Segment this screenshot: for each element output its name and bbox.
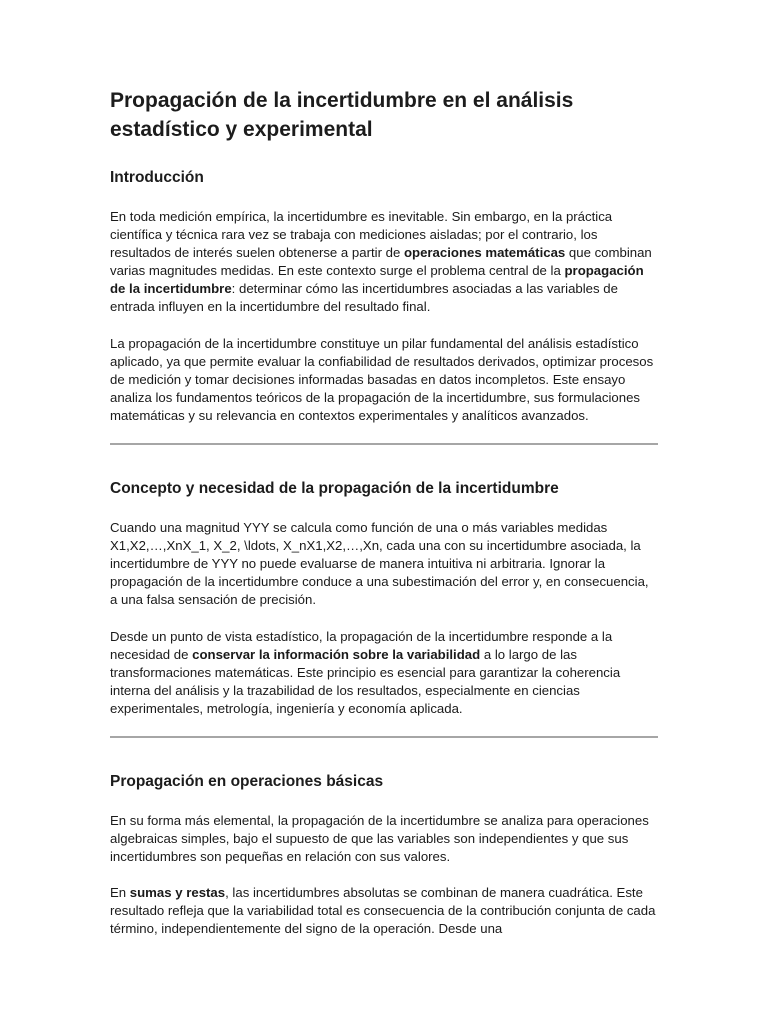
- paragraph: Cuando una magnitud YYY se calcula como función de una o más variables medidas X1,X2,…,XnX_1, X_2, \ldots, X_nX1,X2,…,Xn, cada una con su incertidumbre asociada, la incertidumbre de YYY no puede evaluarse de manera intuitiva ni arbitraria. Ignorar la propagación de la incertidumbre conduce a una subestimación del error y, en consecuencia, a una falsa sensación de precisión.: [110, 520, 649, 608]
- document-title: Propagación de la incertidumbre en el análisis estadístico y experimental: [110, 89, 574, 141]
- section-heading: Concepto y necesidad de la propagación de la incertidumbre: [110, 480, 559, 498]
- paragraph: En sumas y restas, las incertidumbres absolutas se combinan de manera cuadrática. Este resultado refleja que la variabilidad total es consecuencia de la contribución conjunta de cada término, independientemente del signo de la operación. Desde una: [110, 885, 656, 937]
- document-page: [110, 86, 658, 957]
- section-concepto: [110, 479, 658, 718]
- section-heading: Introducción: [110, 169, 204, 186]
- paragraph: La propagación de la incertidumbre constituye un pilar fundamental del análisis estadístico aplicado, ya que permite evaluar la confiabilidad de resultados derivados, optimizar procesos de medición y tomar decisiones informadas basadas en datos incompletos. Este ensayo analiza los fundamentos teóricos de la propagación de la incertidumbre, sus formulaciones matemáticas y su relevancia en contextos experimentales y analíticos avanzados.: [110, 335, 654, 423]
- emphasis-text: sumas y restas: [129, 885, 226, 901]
- emphasis-text: conservar la información sobre la variabilidad: [192, 646, 481, 662]
- section-operaciones-basicas: [110, 772, 658, 939]
- section-divider: [110, 736, 658, 738]
- section-introduccion: [110, 168, 658, 425]
- emphasis-text: operaciones matemáticas: [403, 245, 566, 261]
- paragraph: Desde un punto de vista estadístico, la propagación de la incertidumbre responde a la necesidad de conservar la información sobre la variabilidad a lo largo de las transformaciones matemáticas. Este principio es esencial para garantizar la coherencia interna del análisis y la trazabilidad de los resultados, especialmente en ciencias experimentales, metrología, ingeniería y economía aplicada.: [110, 628, 621, 716]
- emphasis-text: propagación de la incertidumbre: [110, 263, 644, 297]
- section-divider: [110, 443, 658, 445]
- paragraph: En toda medición empírica, la incertidumbre es inevitable. Sin embargo, en la práctica científica y técnica rara vez se trabaja con mediciones aisladas; por el contrario, los resultados de interés suelen obtenerse a partir de operaciones matemáticas que combinan varias magnitudes medidas. En este contexto surge el problema central de la propagación de la incertidumbre: determinar cómo las incertidumbres asociadas a las variables de entrada influyen en la incertidumbre del resultado final.: [110, 209, 652, 315]
- section-heading: Propagación en operaciones básicas: [110, 772, 384, 790]
- paragraph: En su forma más elemental, la propagación de la incertidumbre se analiza para operaciones algebraicas simples, bajo el supuesto de que las variables son independientes y que sus incertidumbres son pequeñas en relación con sus valores.: [110, 812, 649, 865]
